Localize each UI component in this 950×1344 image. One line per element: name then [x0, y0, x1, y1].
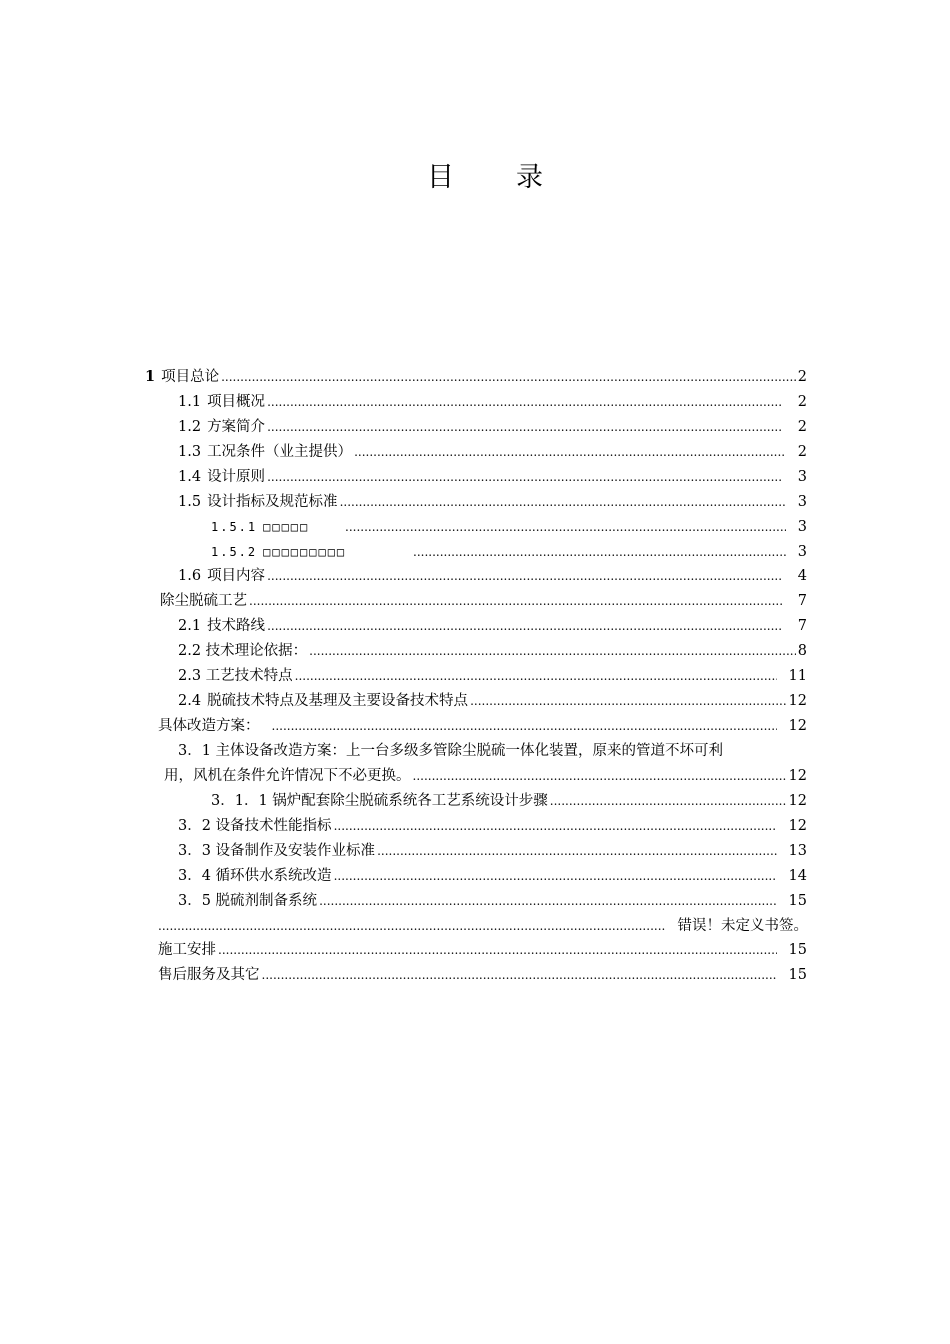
- toc-entry[interactable]: [158, 716, 807, 736]
- toc-entry[interactable]: [178, 616, 807, 636]
- toc-entry-number: 1: [145, 368, 156, 385]
- toc-leader-dots: [262, 965, 777, 985]
- toc-entry-page: 7: [797, 618, 807, 634]
- toc-entry-label: 2.2 技术理论依据：: [178, 643, 308, 659]
- toc-entry-label: 项目总论: [161, 369, 220, 385]
- toc-leader-dots: [272, 716, 777, 736]
- toc-leader-dots: [470, 691, 786, 711]
- toc-entry-page: 3: [797, 519, 807, 535]
- toc-entry-label: 3．1 主体设备改造方案：上一台多级多管除尘脱硫一体化装置，原来的管道不坏可利: [178, 743, 724, 759]
- toc-title-part2: 录: [516, 162, 543, 193]
- toc-leader-dots: [550, 791, 787, 811]
- toc-entry[interactable]: [178, 467, 807, 487]
- toc-entry-label: 方案简介: [207, 419, 266, 435]
- toc-entry[interactable]: [145, 367, 807, 387]
- toc-entry[interactable]: [178, 566, 807, 586]
- toc-entry-page: 11: [788, 668, 807, 684]
- toc-entry-label: 售后服务及其它: [158, 967, 260, 983]
- toc-entry-page: 3: [797, 469, 807, 485]
- toc-entry[interactable]: [164, 766, 807, 786]
- toc-entry-page: 12: [788, 793, 807, 809]
- toc-leader-dots: [267, 616, 782, 636]
- toc-entry-number: 1.3: [178, 444, 202, 460]
- toc-entry-page: 13: [788, 843, 807, 859]
- toc-entry-page: 8: [797, 643, 807, 659]
- toc-entry[interactable]: [178, 891, 807, 911]
- toc-entry-label: 脱硫技术特点及基理及主要设备技术特点: [207, 693, 469, 709]
- toc-entry-label: □□□□□: [263, 520, 310, 534]
- toc-entry-number: 1.5: [178, 494, 202, 510]
- toc-leader-dots: [267, 392, 782, 412]
- toc-entry-number: 1.6: [178, 568, 202, 584]
- toc-entry-label: 技术路线: [207, 618, 266, 634]
- toc-leader-dots: [340, 492, 786, 512]
- toc-entry-label: 3．3 设备制作及安装作业标准: [178, 843, 376, 859]
- toc-entry-label: □□□□□□□□□: [263, 545, 347, 559]
- toc-leader-dots: [309, 641, 796, 661]
- toc-leader-dots: [295, 666, 777, 686]
- toc-leader-dots: [334, 866, 777, 886]
- toc-entry-page: 2: [797, 394, 807, 410]
- toc-entry-page: 3: [797, 544, 807, 560]
- toc-entry[interactable]: [178, 392, 807, 412]
- toc-entry-label: 3．2 设备技术性能指标: [178, 818, 332, 834]
- toc-entry-label: 用，风机在条件允许情况下不必更换。: [164, 768, 411, 784]
- toc-entry[interactable]: [178, 641, 807, 661]
- toc-entry-page: 12: [788, 818, 807, 834]
- toc-entry-wrapped-line[interactable]: [178, 741, 723, 761]
- toc-entry[interactable]: [178, 841, 807, 861]
- toc-entry-page: 12: [788, 693, 807, 709]
- toc-entry[interactable]: [178, 666, 807, 686]
- toc-entry-page: 2: [797, 444, 807, 460]
- toc-leader-dots: [413, 766, 787, 786]
- toc-entry-label: 施工安排: [158, 942, 216, 958]
- toc-leader-dots: [345, 517, 786, 537]
- toc-entry-label: 项目内容: [207, 568, 266, 584]
- toc-entry-error[interactable]: [158, 916, 808, 936]
- toc-leader-dots: [377, 841, 776, 861]
- toc-entry[interactable]: [178, 866, 807, 886]
- toc-entry-page: 15: [788, 893, 807, 909]
- toc-leader-dots: [267, 417, 782, 437]
- toc-entry[interactable]: [178, 691, 807, 711]
- toc-leader-dots: [221, 367, 796, 387]
- toc-entry-number: 2.1: [178, 618, 202, 634]
- toc-entry[interactable]: [178, 417, 807, 437]
- toc-leader-dots: [354, 442, 786, 462]
- toc-entry-number: 2.4: [178, 693, 202, 709]
- toc-entry[interactable]: [158, 940, 807, 960]
- toc-error-message: 错误！未定义书签。: [677, 918, 808, 934]
- toc-entry-label: 2.3 工艺技术特点: [178, 668, 293, 684]
- toc-entry-page: 2: [797, 369, 807, 385]
- toc-entry-page: 4: [797, 568, 807, 584]
- toc-entry-page: 12: [788, 768, 807, 784]
- toc-entry[interactable]: [160, 591, 807, 611]
- toc-entry-label: 3．5 脱硫剂制备系统: [178, 893, 318, 909]
- toc-entry-label: 工况条件（业主提供）: [207, 444, 353, 460]
- toc-entry-label: 设计指标及规范标准: [207, 494, 338, 510]
- toc-leader-dots: [334, 816, 777, 836]
- toc-entry-number: 1.1: [178, 394, 202, 410]
- toc-leader-dots: [267, 467, 782, 487]
- toc-leader-dots: [319, 891, 776, 911]
- toc-entry[interactable]: [211, 517, 807, 537]
- toc-leader-dots: [249, 591, 782, 611]
- toc-entry-page: 12: [788, 718, 807, 734]
- toc-entry-page: 3: [797, 494, 807, 510]
- toc-entry-label: 3．1．1 锅炉配套除尘脱硫系统各工艺系统设计步骤: [211, 793, 548, 809]
- toc-entry[interactable]: [178, 492, 807, 512]
- toc-entry[interactable]: [178, 816, 807, 836]
- toc-entry-number: 1.5.1: [211, 520, 258, 534]
- toc-leader-dots: [158, 916, 666, 936]
- toc-entry-number: 1.5.2: [211, 545, 258, 559]
- toc-entry-label: 设计原则: [207, 469, 266, 485]
- toc-entry[interactable]: [211, 791, 807, 811]
- toc-entry[interactable]: [158, 965, 807, 985]
- toc-entry-page: 15: [788, 942, 807, 958]
- toc-entry-number: 1.4: [178, 469, 202, 485]
- toc-entry-page: 14: [788, 868, 807, 884]
- toc-entry-label: 项目概况: [207, 394, 266, 410]
- toc-leader-dots: [218, 940, 777, 960]
- toc-entry-label: 3．4 循环供水系统改造: [178, 868, 332, 884]
- toc-leader-dots: [413, 542, 786, 562]
- toc-entry-page: 2: [797, 419, 807, 435]
- toc-entry-page: 15: [788, 967, 807, 983]
- toc-entry-label: 除尘脱硫工艺: [160, 593, 247, 609]
- toc-entry[interactable]: [178, 442, 807, 462]
- toc-title-part1: 目: [427, 162, 454, 193]
- toc-entry[interactable]: [211, 542, 807, 562]
- toc-entry-page: 7: [797, 593, 807, 609]
- toc-leader-dots: [267, 566, 782, 586]
- toc-entry-number: 1.2: [178, 419, 202, 435]
- toc-entry-label: 具体改造方案：: [158, 718, 260, 734]
